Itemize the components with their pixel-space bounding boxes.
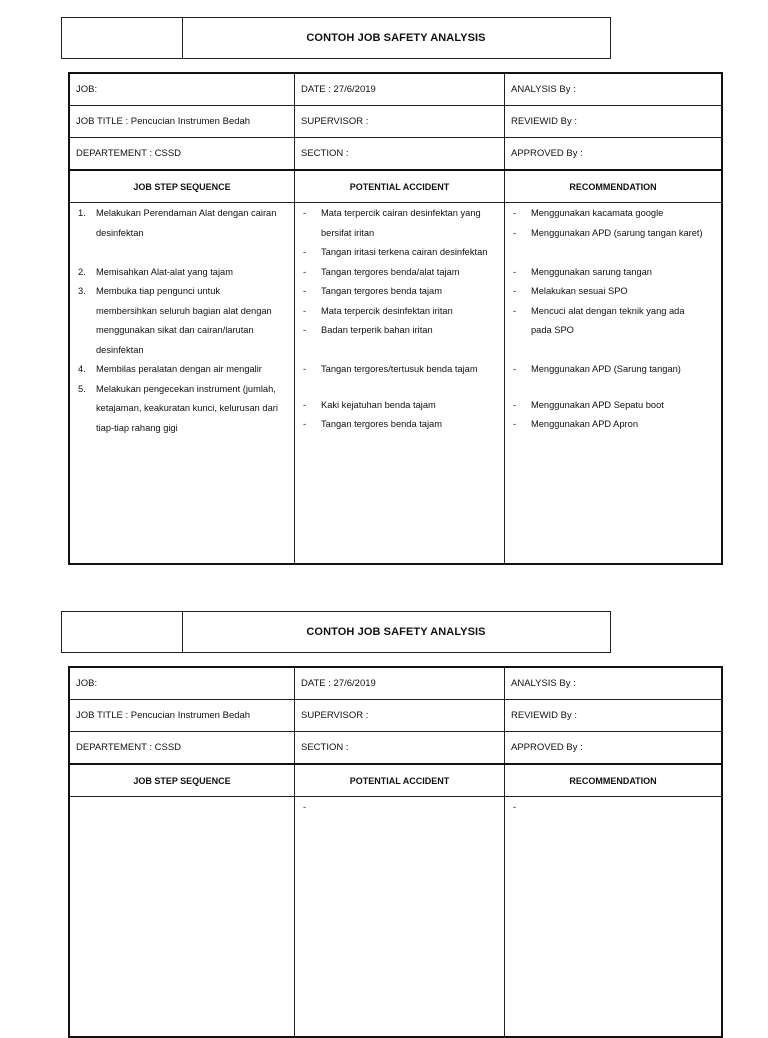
list-text: Tangan tergores/tertusuk benda tajam (321, 364, 478, 374)
info-row (69, 73, 722, 106)
approved-by-cell: APPROVED By : (505, 138, 723, 171)
logo-cell (62, 612, 183, 652)
date-cell: DATE : 27/6/2019 (295, 667, 505, 700)
analysis-by-cell: ANALYSIS By : (505, 667, 723, 700)
list-marker: - (513, 802, 517, 812)
steps-column (69, 797, 295, 1037)
list-text: Kaki kejatuhan benda tajam (321, 400, 436, 410)
list-marker: - (303, 306, 307, 316)
accidents-column (295, 797, 505, 1037)
list-text: Menggunakan kacamata google (531, 208, 664, 218)
body-row (69, 203, 722, 564)
list-text: ketajaman, keakuratan kunci, kelurusan dari (96, 403, 278, 413)
list-text: pada SPO (531, 325, 574, 335)
recommendations-column (505, 797, 723, 1037)
list-text: Mata terpercik desinfektan iritan (321, 306, 453, 316)
list-marker: - (303, 247, 307, 257)
list-text: tiap-tiap rahang gigi (96, 423, 178, 433)
title-box (61, 17, 611, 59)
list-marker: 1. (78, 208, 86, 218)
list-marker: - (513, 306, 517, 316)
title-box (61, 611, 611, 653)
list-marker: - (513, 400, 517, 410)
list-text: Tangan iritasi terkena cairan desinfektan (321, 247, 488, 257)
job-title-cell: JOB TITLE : Pencucian Instrumen Bedah (69, 700, 295, 732)
list-text: Tangan tergores benda/alat tajam (321, 267, 460, 277)
approved-by-cell: APPROVED By : (505, 732, 723, 765)
department-cell: DEPARTEMENT : CSSD (69, 138, 295, 171)
info-row (69, 138, 722, 171)
list-text: Memisahkan Alat-alat yang tajam (96, 267, 233, 277)
supervisor-cell: SUPERVISOR : (295, 700, 505, 732)
header-row (69, 170, 722, 203)
list-text: Membilas peralatan dengan air mengalir (96, 364, 262, 374)
list-text: Menggunakan APD Apron (531, 419, 638, 429)
list-text: Mencuci alat dengan teknik yang ada (531, 306, 685, 316)
list-marker: - (303, 400, 307, 410)
header-recommendation: RECOMMENDATION (505, 764, 723, 797)
header-potential-accident: POTENTIAL ACCIDENT (295, 170, 505, 203)
list-text: Membuka tiap pengunci untuk (96, 286, 221, 296)
jsa-table (68, 666, 723, 1038)
list-marker: - (513, 267, 517, 277)
logo-cell (62, 18, 183, 58)
list-text: Menggunakan sarung tangan (531, 267, 652, 277)
section-cell: SECTION : (295, 732, 505, 765)
list-text: Mata terpercik cairan desinfektan yang (321, 208, 481, 218)
list-marker: - (303, 802, 307, 812)
section-cell: SECTION : (295, 138, 505, 171)
list-text: Menggunakan APD Sepatu boot (531, 400, 664, 410)
accidents-column (295, 203, 505, 564)
list-text: Tangan tergores benda tajam (321, 419, 442, 429)
list-text: Menggunakan APD (Sarung tangan) (531, 364, 681, 374)
list-text: Tangan tergores benda tajam (321, 286, 442, 296)
list-marker: 5. (78, 384, 86, 394)
list-text: Melakukan Perendaman Alat dengan cairan (96, 208, 277, 218)
header-potential-accident: POTENTIAL ACCIDENT (295, 764, 505, 797)
header-row (69, 764, 722, 797)
list-text: Melakukan pengecekan instrument (jumlah, (96, 384, 276, 394)
reviewed-by-cell: REVIEWID By : (505, 106, 723, 138)
job-cell: JOB: (69, 73, 295, 106)
body-row (69, 797, 722, 1037)
list-text: membersihkan seluruh bagian alat dengan (96, 306, 272, 316)
recommendations-column (505, 203, 723, 564)
form-title: CONTOH JOB SAFETY ANALYSIS (306, 32, 486, 44)
date-cell: DATE : 27/6/2019 (295, 73, 505, 106)
header-recommendation: RECOMMENDATION (505, 170, 723, 203)
list-marker: - (303, 419, 307, 429)
list-text: desinfektan (96, 228, 144, 238)
job-title-cell: JOB TITLE : Pencucian Instrumen Bedah (69, 106, 295, 138)
list-marker: 2. (78, 267, 86, 277)
list-text: desinfektan (96, 345, 144, 355)
steps-column (69, 203, 295, 564)
list-marker: - (303, 208, 307, 218)
list-text: menggunakan sikat dan cairan/larutan (96, 325, 254, 335)
list-marker: - (513, 364, 517, 374)
jsa-table (68, 72, 723, 565)
header-job-step: JOB STEP SEQUENCE (69, 764, 295, 797)
reviewed-by-cell: REVIEWID By : (505, 700, 723, 732)
list-marker: - (303, 364, 307, 374)
info-row (69, 667, 722, 700)
analysis-by-cell: ANALYSIS By : (505, 73, 723, 106)
list-text: Badan terperik bahan iritan (321, 325, 433, 335)
list-marker: - (513, 286, 517, 296)
list-marker: - (303, 267, 307, 277)
job-cell: JOB: (69, 667, 295, 700)
form-title: CONTOH JOB SAFETY ANALYSIS (306, 626, 486, 638)
list-text: Menggunakan APD (sarung tangan karet) (531, 228, 703, 238)
list-marker: - (303, 286, 307, 296)
info-row (69, 732, 722, 765)
header-job-step: JOB STEP SEQUENCE (69, 170, 295, 203)
list-marker: 4. (78, 364, 86, 374)
info-row (69, 700, 722, 732)
info-row (69, 106, 722, 138)
list-marker: - (513, 208, 517, 218)
department-cell: DEPARTEMENT : CSSD (69, 732, 295, 765)
list-marker: - (513, 419, 517, 429)
supervisor-cell: SUPERVISOR : (295, 106, 505, 138)
list-marker: 3. (78, 286, 86, 296)
list-marker: - (303, 325, 307, 335)
list-text: Melakukan sesuai SPO (531, 286, 628, 296)
list-text: bersifat iritan (321, 228, 375, 238)
list-marker: - (513, 228, 517, 238)
